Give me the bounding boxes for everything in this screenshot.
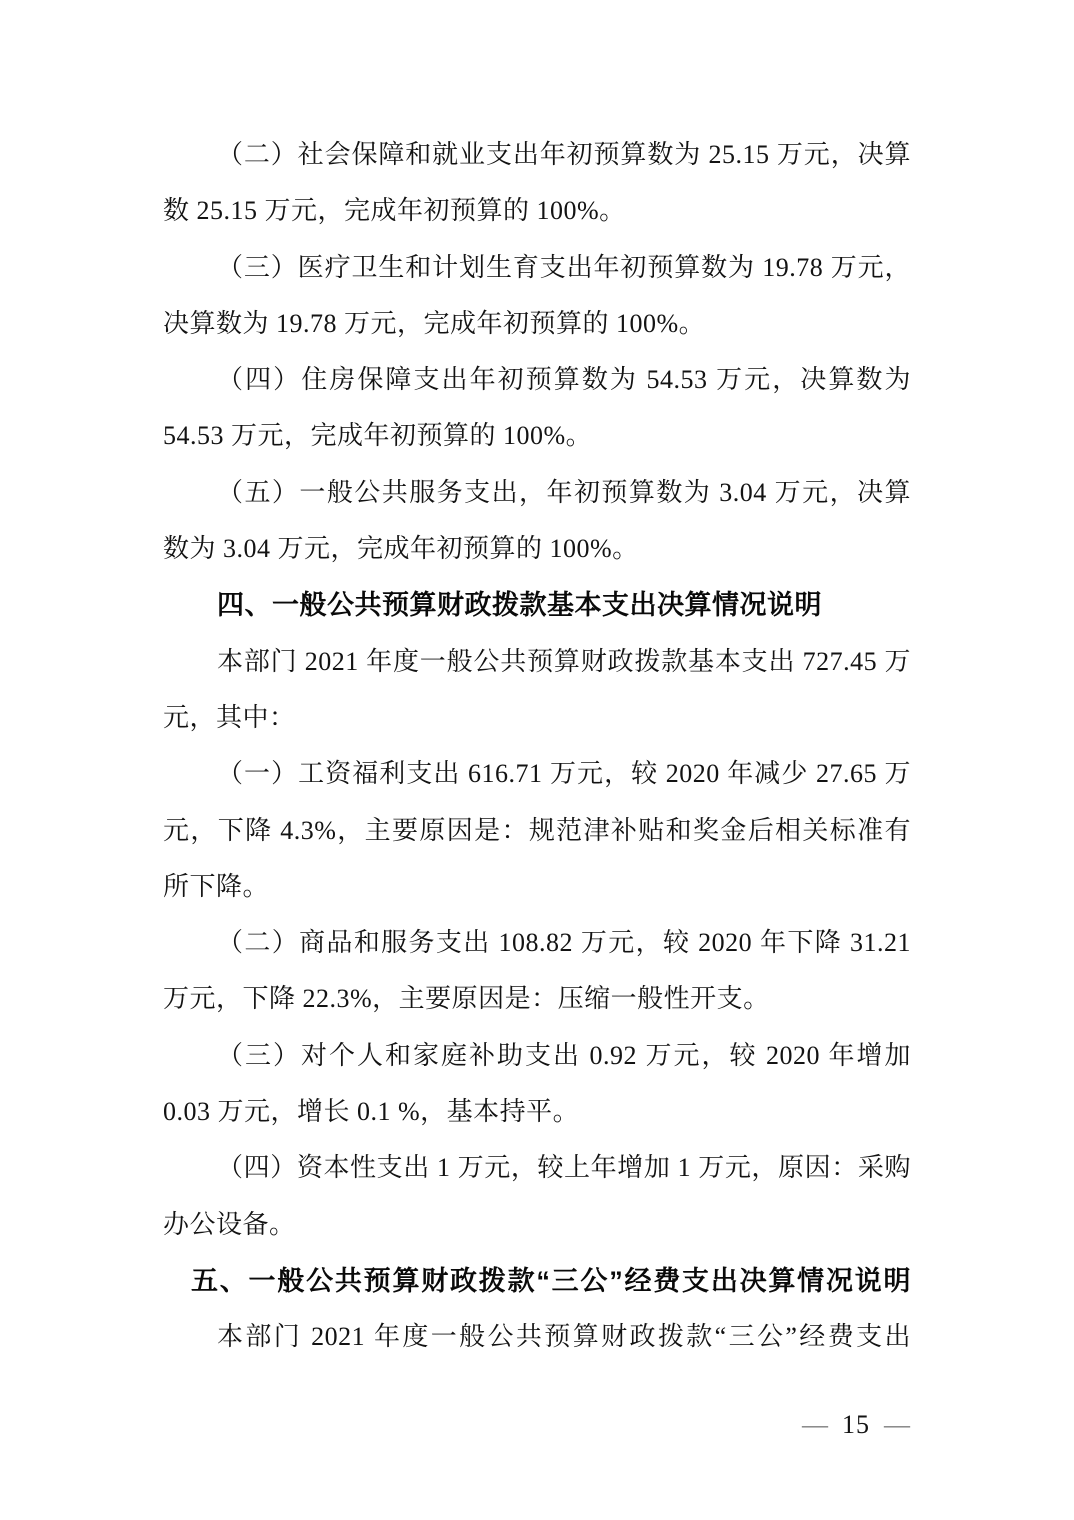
paragraph-line: 元，其中：	[163, 702, 296, 732]
paragraph-line: （三）医疗卫生和计划生育支出年初预算数为 19.78 万元，	[217, 252, 911, 282]
paragraph-line: （四）住房保障支出年初预算数为 54.53 万元，决算数为	[217, 365, 911, 395]
paragraph-line: （二）商品和服务支出 108.82 万元，较 2020 年下降 31.21	[217, 928, 911, 958]
footer-dash-left: —	[802, 1410, 828, 1439]
paragraph-line: 0.03 万元，增长 0.1 %，基本持平。	[163, 1097, 580, 1127]
paragraph-line: 本部门 2021 年度一般公共预算财政拨款“三公”经费支出	[217, 1322, 911, 1352]
paragraph-line: 数 25.15 万元，完成年初预算的 100%。	[163, 196, 626, 226]
page-footer	[802, 1398, 910, 1452]
paragraph-line: 54.53 万元，完成年初预算的 100%。	[163, 421, 593, 451]
paragraph-line: 决算数为 19.78 万元，完成年初预算的 100%。	[163, 308, 706, 338]
page-number: 15	[842, 1410, 870, 1439]
paragraph-line: （二）社会保障和就业支出年初预算数为 25.15 万元，决算	[217, 140, 911, 169]
paragraph-line: 办公设备。	[163, 1209, 296, 1239]
paragraph-line: 元，下降 4.3%，主要原因是：规范津补贴和奖金后相关标准有	[163, 815, 911, 845]
section-heading-4: 四、一般公共预算财政拨款基本支出决算情况说明	[217, 590, 822, 621]
paragraph-line: 所下降。	[163, 871, 270, 901]
paragraph-line: 万元，下降 22.3%，主要原因是：压缩一般性开支。	[163, 984, 770, 1014]
paragraph-line: 数为 3.04 万元，完成年初预算的 100%。	[163, 534, 639, 564]
section-heading-5: 五、一般公共预算财政拨款“三公”经费支出决算情况说明	[191, 1265, 911, 1296]
paragraph-line: （一）工资福利支出 616.71 万元，较 2020 年减少 27.65 万	[217, 759, 911, 789]
paragraph-line: 本部门 2021 年度一般公共预算财政拨款基本支出 727.45 万	[217, 646, 911, 676]
document-body	[163, 127, 911, 1366]
paragraph-line: （三）对个人和家庭补助支出 0.92 万元，较 2020 年增加	[217, 1040, 911, 1070]
footer-dash-right: —	[884, 1410, 910, 1439]
paragraph-line: （四）资本性支出 1 万元，较上年增加 1 万元，原因：采购	[217, 1153, 911, 1183]
paragraph-line: （五）一般公共服务支出，年初预算数为 3.04 万元，决算	[217, 477, 911, 507]
